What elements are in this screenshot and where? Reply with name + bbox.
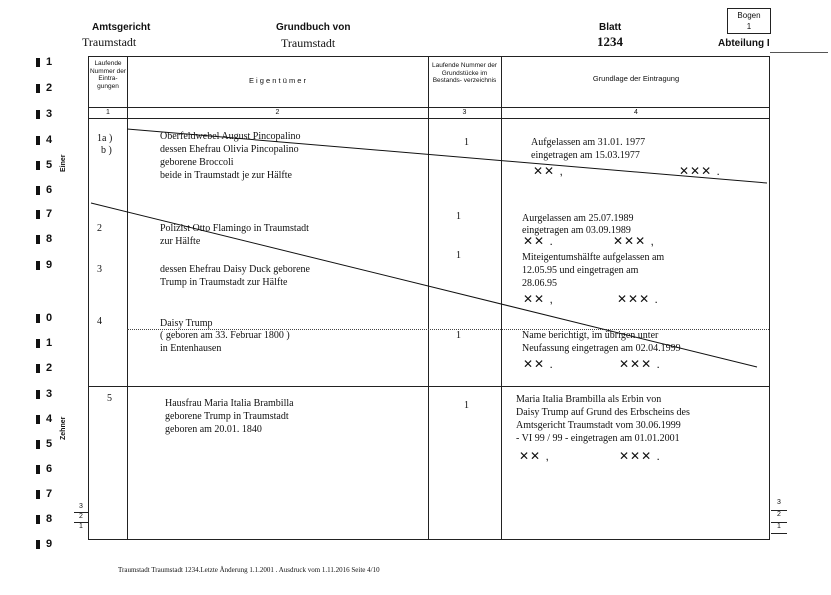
mini-box-right: 2 (777, 511, 781, 518)
register-table (88, 56, 770, 540)
entry-3-basis-line: 12.05.95 und eingetragen am (522, 265, 639, 276)
entry-3-signature: ✕✕✕ . (617, 292, 659, 306)
row-marker: 2 (36, 362, 52, 374)
entry-5-owner-line: geborene Trump in Traumstadt (165, 411, 289, 422)
strike-lines (89, 57, 771, 541)
entry-2-signature: ✕✕ . (523, 234, 554, 248)
entry-1-signature: ✕✕ , (533, 164, 564, 178)
entry-5-signature: ✕✕✕ . (619, 449, 661, 463)
entry-4-signature: ✕✕✕ . (619, 357, 661, 371)
mini-box-rule (771, 510, 787, 511)
grundbuch-value: Traumstadt (281, 36, 336, 50)
row-marker: 6 (36, 184, 52, 196)
bogen-number: 1 (746, 22, 752, 31)
mini-box-right: 3 (777, 499, 781, 506)
row-marker: 0 (36, 312, 52, 324)
row-marker: 9 (36, 259, 52, 271)
entry-2-basis-line: eingetragen am 03.09.1989 (522, 225, 631, 236)
mini-box-rule (771, 533, 787, 534)
entry-1b-number: b ) (101, 145, 112, 156)
col3-number: 3 (462, 109, 467, 116)
mini-box-left: 3 (79, 503, 83, 510)
row-marker: 7 (36, 208, 52, 220)
row-marker: 9 (36, 538, 52, 550)
col1-header: Laufende Nummer der Eintra- gungen (89, 60, 127, 90)
col1-number: 1 (106, 109, 110, 116)
entry-1-basis-line: Aufgelassen am 31.01. 1977 (531, 137, 646, 148)
col3-header: Laufende Nummer der Grundstücke im Bestands- verzeichnis (431, 62, 498, 84)
blatt-number: 1234 (597, 34, 623, 49)
bogen-box (727, 8, 771, 34)
mini-box-rule (74, 522, 88, 523)
entry-2-owner-line: zur Hälfte (160, 236, 201, 247)
entry-4-basis-line: Neufassung eingetragen am 02.04.1999 (522, 343, 681, 354)
entry-4-owner-line: Daisy Trump (160, 318, 213, 329)
entry-4-owner-line: in Entenhausen (160, 343, 222, 354)
row-marker: 7 (36, 488, 52, 500)
entry-5-owner-line: Hausfrau Maria Italia Brambilla (165, 398, 294, 409)
entry-2-basis-line: Aurgelassen am 25.07.1989 (522, 213, 634, 224)
col4-header: Grundlage der Eintragung (592, 74, 680, 83)
entry-3-owner-line: Trump in Traumstadt zur Hälfte (160, 277, 288, 288)
mini-box-rule (74, 512, 88, 513)
grundbuch-label: Grundbuch von (276, 22, 351, 33)
entry-5-parcel: 1 (464, 400, 469, 411)
footer-text: Traumstadt Traumstadt 1234.Letzte Änderung 1.1.2001 . Ausdruck vom 1.11.2016 Seite 4/10 (118, 566, 380, 574)
entry-5-basis-line: Maria Italia Brambilla als Erbin von (516, 394, 662, 405)
entry-2-signature: ✕✕✕ , (613, 234, 655, 248)
entry-2-number: 2 (97, 223, 102, 234)
amtsgericht-label: Amtsgericht (92, 22, 151, 33)
entry-3-basis-line: Miteigentumshälfte aufgelassen am (522, 252, 665, 263)
entry-3-number: 3 (97, 264, 102, 275)
entry-5-basis-line: Daisy Trump auf Grund des Erbscheins des (516, 407, 690, 418)
row-marker: 6 (36, 463, 52, 475)
entry-3-signature: ✕✕ , (523, 292, 554, 306)
einer-label: Einer (60, 154, 67, 172)
row-marker: 8 (36, 513, 52, 525)
row-marker: 5 (36, 438, 52, 450)
row-marker: 4 (36, 413, 52, 425)
col2-number: 2 (275, 109, 280, 116)
entry-5-owner-line: geboren am 20.01. 1840 (165, 424, 262, 435)
entry-4-owner-line: ( geboren am 33. Februar 1800 ) (160, 330, 290, 341)
row-marker: 4 (36, 134, 52, 146)
row-marker: 8 (36, 233, 52, 245)
entry-2-owner-line: Polizist Otto Flamingo in Traumstadt (160, 223, 309, 234)
abteilung-label: Abteilung I (718, 38, 770, 49)
mini-box-left: 1 (79, 523, 83, 530)
entry-2-parcel: 1 (456, 211, 461, 222)
mini-box-left: 2 (79, 513, 83, 520)
entry-3-owner-line: dessen Ehefrau Daisy Duck geborene (160, 264, 310, 275)
entry-5-number: 5 (107, 393, 112, 404)
entry-1-basis-line: eingetragen am 15.03.1977 (531, 150, 640, 161)
row-marker: 3 (36, 108, 52, 120)
entry-1-signature: ✕✕✕ . (679, 164, 721, 178)
row-marker: 3 (36, 388, 52, 400)
entry-1-owner-line: dessen Ehefrau Olivia Pincopalino (160, 144, 299, 155)
header-rule (770, 52, 828, 53)
entry-4-parcel: 1 (456, 330, 461, 341)
entry-1-owner-line: Oberfeldwebel August Pincopalino (160, 131, 301, 142)
entry-4-signature: ✕✕ . (523, 357, 554, 371)
entry-3-basis-line: 28.06.95 (522, 278, 557, 289)
entry-4-basis-line: Name berichtigt, im übrigen unter (522, 330, 659, 341)
entry-1a-number: 1a ) (97, 133, 113, 144)
bogen-label: Bogen (737, 11, 761, 20)
entry-5-basis-line: - VI 99 / 99 - eingetragen am 01.01.2001 (516, 433, 680, 444)
amtsgericht-value: Traumstadt (82, 35, 137, 49)
entry-1-owner-line: beide in Traumstadt je zur Hälfte (160, 170, 292, 181)
row-marker: 5 (36, 159, 52, 171)
entry-4-number: 4 (97, 316, 102, 327)
mini-box-rule (771, 522, 787, 523)
col4-number: 4 (634, 109, 638, 116)
entry-5-signature: ✕✕ , (519, 449, 550, 463)
col2-header: E i g e n t ü m e r (248, 76, 307, 85)
entry-1-parcel: 1 (464, 137, 469, 148)
row-marker: 1 (36, 56, 52, 68)
row-marker: 1 (36, 337, 52, 349)
entry-5-basis-line: Amtsgericht Traumstadt vom 30.06.1999 (516, 420, 681, 431)
entry-3-parcel: 1 (456, 250, 461, 261)
mini-box-right: 1 (777, 523, 781, 530)
blatt-label: Blatt (599, 22, 622, 33)
row-marker: 2 (36, 82, 52, 94)
zehner-label: Zehner (60, 416, 67, 440)
entry-1-owner-line: geborene Broccoli (160, 157, 234, 168)
